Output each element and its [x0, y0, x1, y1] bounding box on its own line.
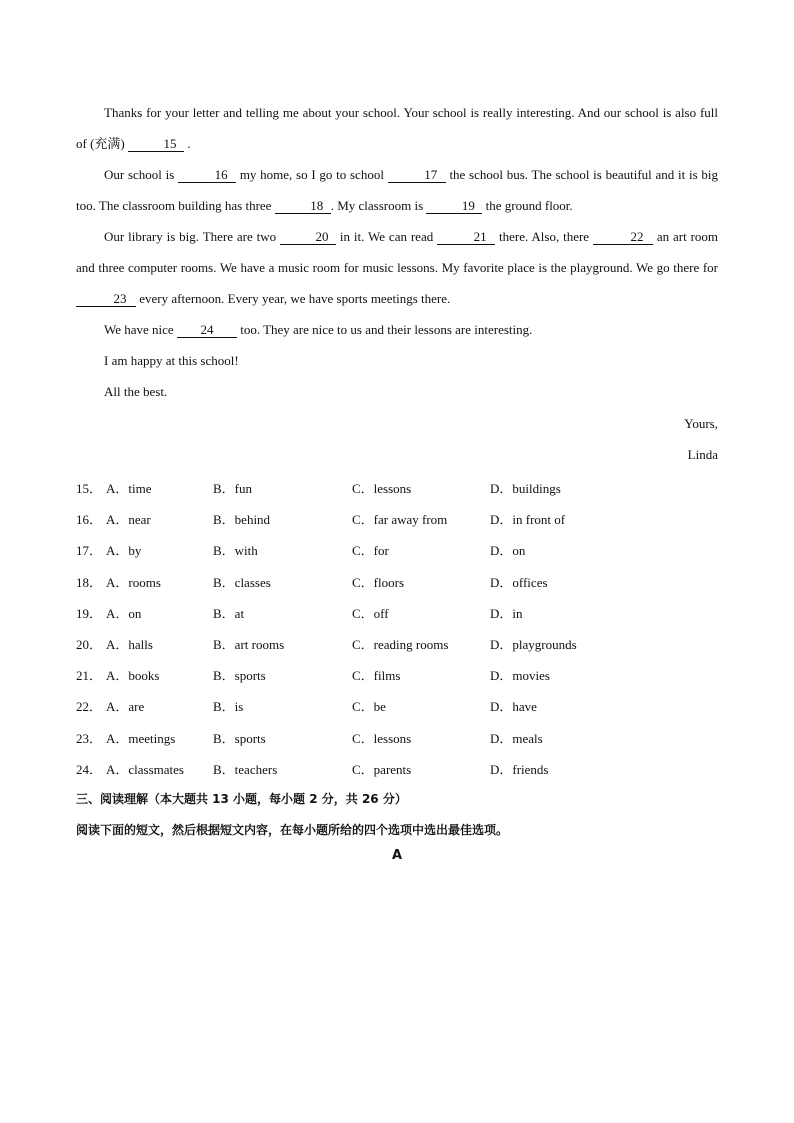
option-b[interactable]: B．behind — [213, 512, 271, 527]
option-d[interactable]: D．have — [490, 699, 537, 714]
passage-text: the school bus. The school is beautiful and it is big too. The classroom building has three — [76, 167, 719, 213]
passage-paragraph-2 — [76, 159, 718, 221]
section-heading: 三、阅读理解（本大题共 13 小题，每小题 2 分，共 26 分） — [76, 792, 407, 806]
option-b[interactable]: B．at — [213, 606, 245, 621]
option-c[interactable]: C．be — [352, 699, 386, 714]
option-d[interactable]: D．in front of — [490, 512, 566, 527]
passage-text: Thanks for your letter and telling me about your school. Your school is really interesting. And our school is also full of (充满) — [76, 105, 718, 151]
option-a[interactable]: A．books — [106, 668, 160, 683]
option-c[interactable]: C．reading rooms — [352, 637, 449, 652]
option-c[interactable]: C．off — [352, 606, 389, 621]
option-a[interactable]: A．are — [106, 699, 145, 714]
passage-part-label: A — [391, 848, 403, 863]
question-number: 19． — [76, 606, 103, 621]
option-d[interactable]: D．playgrounds — [490, 637, 577, 652]
question-21-options — [76, 665, 718, 685]
option-c[interactable]: C．lessons — [352, 481, 412, 496]
option-b[interactable]: B．fun — [213, 481, 253, 496]
option-a[interactable]: A．rooms — [106, 575, 161, 590]
option-a[interactable]: A．meetings — [106, 731, 176, 746]
question-number: 18． — [76, 575, 103, 590]
option-c[interactable]: C．floors — [352, 575, 405, 590]
option-a[interactable]: A．by — [106, 543, 142, 558]
section-instruction: 阅读下面的短文，然后根据短文内容，在每小题所给的四个选项中选出最佳选项。 — [76, 823, 509, 837]
option-b[interactable]: B．sports — [213, 668, 266, 683]
blank-24: 24 — [177, 323, 237, 338]
option-d[interactable]: D．movies — [490, 668, 550, 683]
question-number: 20． — [76, 637, 103, 652]
passage-paragraph-3 — [76, 221, 718, 314]
blank-15: 15 — [128, 137, 184, 152]
option-d[interactable]: D．friends — [490, 762, 549, 777]
passage-text: an art room and three computer rooms. We have a music room for music lessons. My favorite place is the playground. We go there for — [76, 229, 719, 275]
question-number: 22． — [76, 699, 103, 714]
option-c[interactable]: C．films — [352, 668, 401, 683]
option-b[interactable]: B．classes — [213, 575, 271, 590]
question-18-options — [76, 572, 718, 592]
blank-21: 21 — [437, 230, 495, 245]
option-c[interactable]: C．parents — [352, 762, 412, 777]
question-15-options — [76, 478, 718, 498]
question-20-options — [76, 634, 718, 654]
question-number: 21． — [76, 668, 103, 683]
question-24-options — [76, 759, 718, 779]
blank-16: 16 — [178, 168, 236, 183]
passage-text: . My classroom is — [330, 198, 424, 213]
option-d[interactable]: D．on — [490, 543, 526, 558]
passage-text: We have nice — [104, 322, 174, 337]
passage-text: . — [187, 136, 191, 151]
option-b[interactable]: B．is — [213, 699, 244, 714]
question-number: 15． — [76, 481, 103, 496]
option-a[interactable]: A．time — [106, 481, 152, 496]
blank-18: 18 — [275, 199, 331, 214]
blank-20: 20 — [280, 230, 336, 245]
blank-22: 22 — [593, 230, 653, 245]
option-b[interactable]: B．teachers — [213, 762, 278, 777]
option-d[interactable]: D．in — [490, 606, 523, 621]
option-d[interactable]: D．meals — [490, 731, 543, 746]
option-d[interactable]: D．offices — [490, 575, 548, 590]
passage-text: too. They are nice to us and their lessons are interesting. — [240, 322, 533, 337]
passage-text: there. Also, there — [499, 229, 590, 244]
question-22-options — [76, 696, 718, 716]
option-a[interactable]: A．near — [106, 512, 151, 527]
question-number: 24． — [76, 762, 103, 777]
option-c[interactable]: C．for — [352, 543, 389, 558]
question-19-options — [76, 603, 718, 623]
question-number: 16． — [76, 512, 103, 527]
passage-text: the ground floor. — [485, 198, 573, 213]
passage-text: every afternoon. Every year, we have sports meetings there. — [139, 291, 451, 306]
passage-paragraph-1 — [76, 97, 718, 159]
blank-23: 23 — [76, 292, 136, 307]
option-a[interactable]: A．on — [106, 606, 142, 621]
question-17-options — [76, 540, 718, 560]
passage-text: in it. We can read — [339, 229, 434, 244]
blank-17: 17 — [388, 168, 446, 183]
option-c[interactable]: C．far away from — [352, 512, 448, 527]
letter-closing: Yours, — [684, 416, 718, 431]
option-b[interactable]: B．sports — [213, 731, 266, 746]
option-a[interactable]: A．classmates — [106, 762, 184, 777]
blank-19: 19 — [426, 199, 482, 214]
letter-signature: Linda — [687, 447, 718, 462]
option-b[interactable]: B．with — [213, 543, 258, 558]
option-b[interactable]: B．art rooms — [213, 637, 285, 652]
option-a[interactable]: A．halls — [106, 637, 153, 652]
question-number: 23． — [76, 731, 103, 746]
option-d[interactable]: D．buildings — [490, 481, 561, 496]
question-23-options — [76, 728, 718, 748]
passage-text: my home, so I go to school — [239, 167, 384, 182]
passage-paragraph-5: I am happy at this school! — [104, 353, 239, 368]
question-number: 17． — [76, 543, 103, 558]
question-16-options — [76, 509, 718, 529]
passage-paragraph-4 — [104, 321, 532, 339]
option-c[interactable]: C．lessons — [352, 731, 412, 746]
passage-text: Our library is big. There are two — [104, 229, 277, 244]
passage-paragraph-6: All the best. — [104, 384, 168, 399]
passage-text: Our school is — [104, 167, 175, 182]
